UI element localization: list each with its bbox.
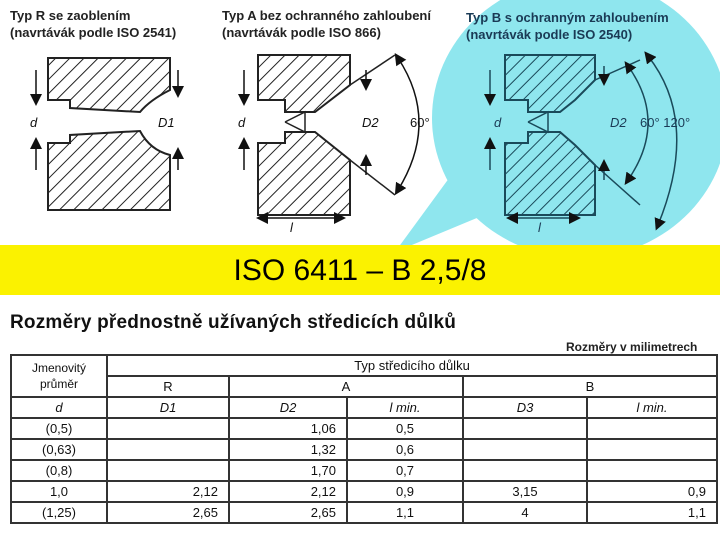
b-D2-label: D2: [610, 115, 627, 130]
type-r-caption-line2: (navrtávák podle ISO 2541): [10, 25, 177, 40]
cell-d: 1,0: [11, 481, 107, 502]
cell-D1: [107, 418, 229, 439]
type-r-drawing: [30, 58, 178, 210]
type-a-caption-line1: Typ A bez ochranného zahloubení: [222, 8, 431, 23]
table-row: [11, 418, 717, 439]
iso-designation: ISO 6411 – B 2,5/8: [233, 254, 487, 287]
col-D2: D2: [229, 397, 347, 418]
type-r-caption-line1: Typ R se zaoblením: [10, 8, 131, 23]
cell-D3: 4: [463, 502, 587, 523]
cell-D1: [107, 460, 229, 481]
a-D2-label: D2: [362, 115, 379, 130]
r-D1-label: D1: [158, 115, 175, 130]
type-a-caption-line2: (navrtávák podle ISO 866): [222, 25, 381, 40]
cell-D2: 2,12: [229, 481, 347, 502]
cell-d: (0,5): [11, 418, 107, 439]
cell-D3: [463, 460, 587, 481]
table-header-row: [11, 355, 717, 376]
table-type-row: [11, 376, 717, 397]
b-d-label: d: [494, 115, 502, 130]
table-row: [11, 439, 717, 460]
col-lmin-a: l min.: [347, 397, 463, 418]
cell-d: (0,8): [11, 460, 107, 481]
col-D3: D3: [463, 397, 587, 418]
table-row: [11, 460, 717, 481]
cell-D1: 2,12: [107, 481, 229, 502]
type-b-caption-line1: Typ B s ochranným zahloubením: [466, 10, 669, 25]
cell-D2: 1,70: [229, 460, 347, 481]
header-type-a: A: [229, 376, 463, 397]
type-a-drawing: [238, 55, 430, 235]
col-d: d: [11, 397, 107, 418]
table-title: Rozměry přednostně užívaných středicích důlků: [10, 312, 457, 333]
cell-lmin-b: [587, 460, 717, 481]
table-row: [11, 502, 717, 523]
a-l-label: l: [290, 220, 293, 235]
header-type-r: R: [107, 376, 229, 397]
header-center-hole-type: Typ středicího důlku: [107, 355, 717, 376]
cell-D3: 3,15: [463, 481, 587, 502]
b-angle-label: 60° 120°: [640, 115, 691, 130]
cell-D2: 2,65: [229, 502, 347, 523]
cell-D1: 2,65: [107, 502, 229, 523]
col-lmin-b: l min.: [587, 397, 717, 418]
cell-D2: 1,32: [229, 439, 347, 460]
table-column-header-row: [11, 397, 717, 418]
cell-lmin-a: 1,1: [347, 502, 463, 523]
cell-D3: [463, 418, 587, 439]
cell-lmin-a: 0,7: [347, 460, 463, 481]
cell-lmin-b: 1,1: [587, 502, 717, 523]
cell-d: (1,25): [11, 502, 107, 523]
cell-lmin-a: 0,9: [347, 481, 463, 502]
a-angle-label: 60°: [410, 115, 430, 130]
a-d-label: d: [238, 115, 246, 130]
cell-D3: [463, 439, 587, 460]
cell-lmin-b: [587, 439, 717, 460]
cell-D2: 1,06: [229, 418, 347, 439]
table-units: Rozměry v milimetrech: [566, 340, 698, 354]
type-b-caption-line2: (navrtávák podle ISO 2540): [466, 27, 633, 42]
cell-D1: [107, 439, 229, 460]
cell-lmin-a: 0,5: [347, 418, 463, 439]
r-d-label: d: [30, 115, 38, 130]
cell-lmin-b: 0,9: [587, 481, 717, 502]
b-l-label: l: [538, 220, 541, 235]
dimensions-table: [10, 354, 718, 524]
header-type-b: B: [463, 376, 717, 397]
cell-lmin-a: 0,6: [347, 439, 463, 460]
table-row: [11, 481, 717, 502]
header-nominal-diameter: Jmenovitý průměr: [11, 355, 107, 397]
col-D1: D1: [107, 397, 229, 418]
cell-lmin-b: [587, 418, 717, 439]
cell-d: (0,63): [11, 439, 107, 460]
